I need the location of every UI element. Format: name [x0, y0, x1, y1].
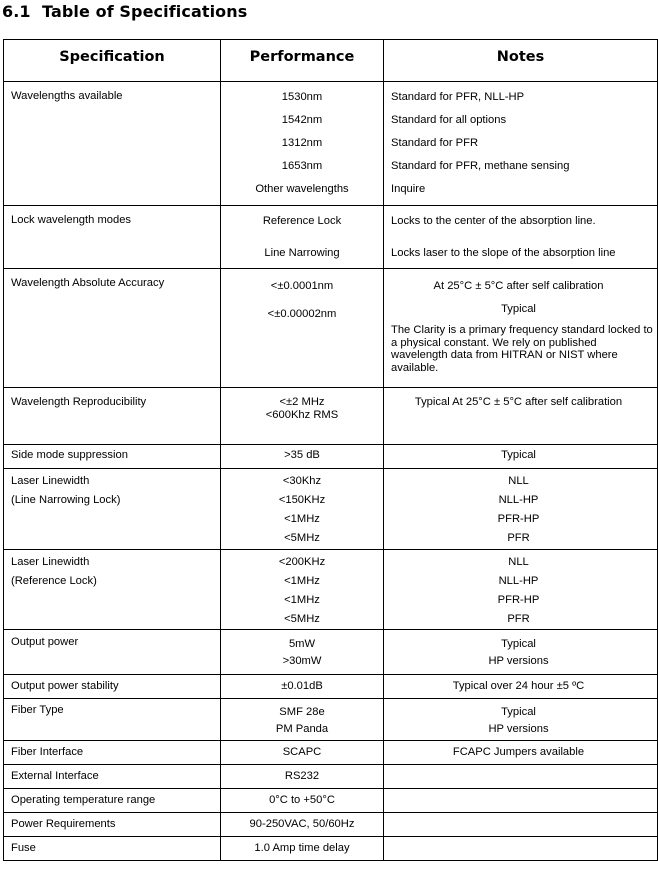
spec-cell — [4, 269, 221, 388]
spec-text: Wavelengths available — [11, 90, 123, 102]
perf-text: 1530nm — [281, 91, 323, 103]
perf-cell — [221, 765, 384, 789]
spec-text: Power Requirements — [11, 818, 116, 830]
note-text: FCAPC Jumpers available — [452, 746, 585, 758]
note-text: NLL — [508, 475, 529, 487]
note-text: NLL-HP — [498, 494, 539, 506]
note-text: NLL-HP — [498, 575, 539, 587]
perf-text: Line Narrowing — [264, 247, 340, 259]
spec-text: Wavelength Absolute Accuracy — [11, 277, 165, 289]
spec-cell — [4, 789, 221, 813]
spec-cell — [4, 675, 221, 699]
note-text: PFR — [507, 613, 530, 625]
row-side-mode — [4, 445, 658, 469]
perf-text: <5MHz — [284, 532, 320, 544]
perf-text: <1MHz — [284, 594, 320, 606]
perf-cell — [221, 630, 384, 675]
spec-cell — [4, 388, 221, 445]
note-text: Typical — [501, 638, 536, 650]
note-text: PFR-HP — [497, 513, 540, 525]
spec-cell — [4, 837, 221, 861]
note-text: Typical At 25°C ± 5°C after self calibration — [414, 396, 623, 408]
spec-text: (Reference Lock) — [11, 575, 97, 587]
note-text: Typical — [501, 303, 536, 315]
spec-text: (Line Narrowing Lock) — [11, 494, 121, 506]
perf-text: SCAPC — [282, 746, 322, 758]
spec-text: Laser Linewidth — [11, 475, 90, 487]
perf-text: <1MHz — [284, 575, 320, 587]
notes-cell — [384, 789, 658, 813]
note-text: PFR — [507, 532, 530, 544]
row-lock-modes — [4, 206, 658, 269]
row-linewidth-reference — [4, 550, 658, 630]
perf-text: <5MHz — [284, 613, 320, 625]
perf-cell — [221, 445, 384, 469]
perf-text: <±0.00002nm — [267, 308, 337, 320]
note-text: Standard for PFR — [391, 137, 479, 149]
perf-cell — [221, 469, 384, 550]
header-row — [4, 40, 658, 82]
spec-cell — [4, 630, 221, 675]
row-reproducibility — [4, 388, 658, 445]
spec-text: Output power — [11, 636, 79, 648]
perf-cell — [221, 741, 384, 765]
notes-cell — [384, 388, 658, 445]
notes-cell — [384, 813, 658, 837]
perf-text: ±0.01dB — [281, 680, 323, 692]
perf-text: 1653nm — [281, 160, 323, 172]
spec-cell — [4, 469, 221, 550]
row-wavelengths — [4, 82, 658, 206]
row-output-power-stability — [4, 675, 658, 699]
notes-cell — [384, 675, 658, 699]
perf-text: >35 dB — [284, 449, 320, 461]
notes-cell — [384, 630, 658, 675]
row-fiber-interface — [4, 741, 658, 765]
perf-cell — [221, 82, 384, 206]
perf-text: Reference Lock — [262, 215, 342, 227]
note-text: Standard for PFR, NLL-HP — [391, 91, 525, 103]
spec-text: Wavelength Reproducibility — [11, 396, 147, 408]
row-output-power — [4, 630, 658, 675]
perf-text: <1MHz — [284, 513, 320, 525]
note-text: Typical over 24 hour ±5 ºC — [452, 680, 585, 692]
row-fiber-type — [4, 699, 658, 741]
perf-cell — [221, 550, 384, 630]
header-specification: Specification — [4, 40, 221, 82]
perf-text: <150KHz — [278, 494, 326, 506]
perf-text: 1312nm — [281, 137, 323, 149]
spec-cell — [4, 445, 221, 469]
perf-text: <200KHz — [278, 556, 326, 568]
note-text: Standard for PFR, methane sensing — [391, 160, 570, 172]
perf-text: <600Khz RMS — [265, 409, 339, 421]
notes-cell — [384, 269, 658, 388]
row-absolute-accuracy — [4, 269, 658, 388]
spec-cell — [4, 741, 221, 765]
perf-text: PM Panda — [275, 723, 329, 735]
spec-cell — [4, 82, 221, 206]
perf-text: Other wavelengths — [255, 183, 349, 195]
notes-cell — [384, 82, 658, 206]
specifications-table — [3, 39, 658, 861]
note-text: Locks to the center of the absorption line. — [391, 215, 596, 227]
spec-cell — [4, 699, 221, 741]
spec-text: Laser Linewidth — [11, 556, 90, 568]
note-text: NLL — [508, 556, 529, 568]
note-paragraph: The Clarity is a primary frequency standard locked to a physical constant. We rely on published wavelength data from HITRAN or NIST where available. — [391, 324, 653, 374]
perf-text: 90-250VAC, 50/60Hz — [249, 818, 355, 830]
perf-cell — [221, 269, 384, 388]
note-text: Typical — [501, 449, 536, 461]
note-text: Locks laser to the slope of the absorption line — [391, 247, 616, 259]
note-text: At 25°C ± 5°C after self calibration — [433, 280, 604, 292]
notes-cell — [384, 206, 658, 269]
perf-text: <±0.0001nm — [270, 280, 334, 292]
spec-cell — [4, 550, 221, 630]
perf-cell — [221, 837, 384, 861]
spec-text: Fiber Interface — [11, 746, 84, 758]
header-notes: Notes — [384, 40, 658, 82]
notes-cell — [384, 469, 658, 550]
spec-text: Lock wavelength modes — [11, 214, 132, 226]
perf-text: <30Khz — [282, 475, 322, 487]
perf-text: SMF 28e — [279, 706, 325, 718]
perf-text: 0°C to +50°C — [269, 794, 335, 806]
header-performance: Performance — [221, 40, 384, 82]
perf-cell — [221, 699, 384, 741]
perf-cell — [221, 388, 384, 445]
perf-cell — [221, 789, 384, 813]
spec-text: Fiber Type — [11, 704, 64, 716]
row-external-interface — [4, 765, 658, 789]
row-operating-temperature — [4, 789, 658, 813]
notes-cell — [384, 699, 658, 741]
row-power-requirements — [4, 813, 658, 837]
note-text: PFR-HP — [497, 594, 540, 606]
notes-cell — [384, 765, 658, 789]
perf-text: >30mW — [282, 655, 322, 667]
spec-cell — [4, 206, 221, 269]
notes-cell — [384, 741, 658, 765]
notes-cell — [384, 550, 658, 630]
perf-cell — [221, 675, 384, 699]
perf-cell — [221, 206, 384, 269]
spec-cell — [4, 813, 221, 837]
section-heading — [2, 2, 247, 21]
perf-cell — [221, 813, 384, 837]
spec-text: Fuse — [11, 842, 36, 854]
perf-text: RS232 — [284, 770, 320, 782]
row-fuse — [4, 837, 658, 861]
section-number: 6.1 — [2, 2, 31, 21]
note-text: HP versions — [488, 655, 549, 667]
notes-cell — [384, 837, 658, 861]
perf-text: 5mW — [288, 638, 316, 650]
note-text: Standard for all options — [391, 114, 507, 126]
note-text: Typical — [501, 706, 536, 718]
note-text: HP versions — [488, 723, 549, 735]
notes-cell — [384, 445, 658, 469]
perf-text: 1.0 Amp time delay — [254, 842, 350, 854]
section-title: Table of Specifications — [42, 2, 248, 21]
spec-text: Operating temperature range — [11, 794, 156, 806]
spec-text: External Interface — [11, 770, 99, 782]
perf-text: 1542nm — [281, 114, 323, 126]
perf-text: <±2 MHz — [279, 396, 325, 408]
note-text: Inquire — [391, 183, 426, 195]
row-linewidth-line-narrowing — [4, 469, 658, 550]
spec-text: Side mode suppression — [11, 449, 128, 461]
spec-cell — [4, 765, 221, 789]
spec-text: Output power stability — [11, 680, 119, 692]
